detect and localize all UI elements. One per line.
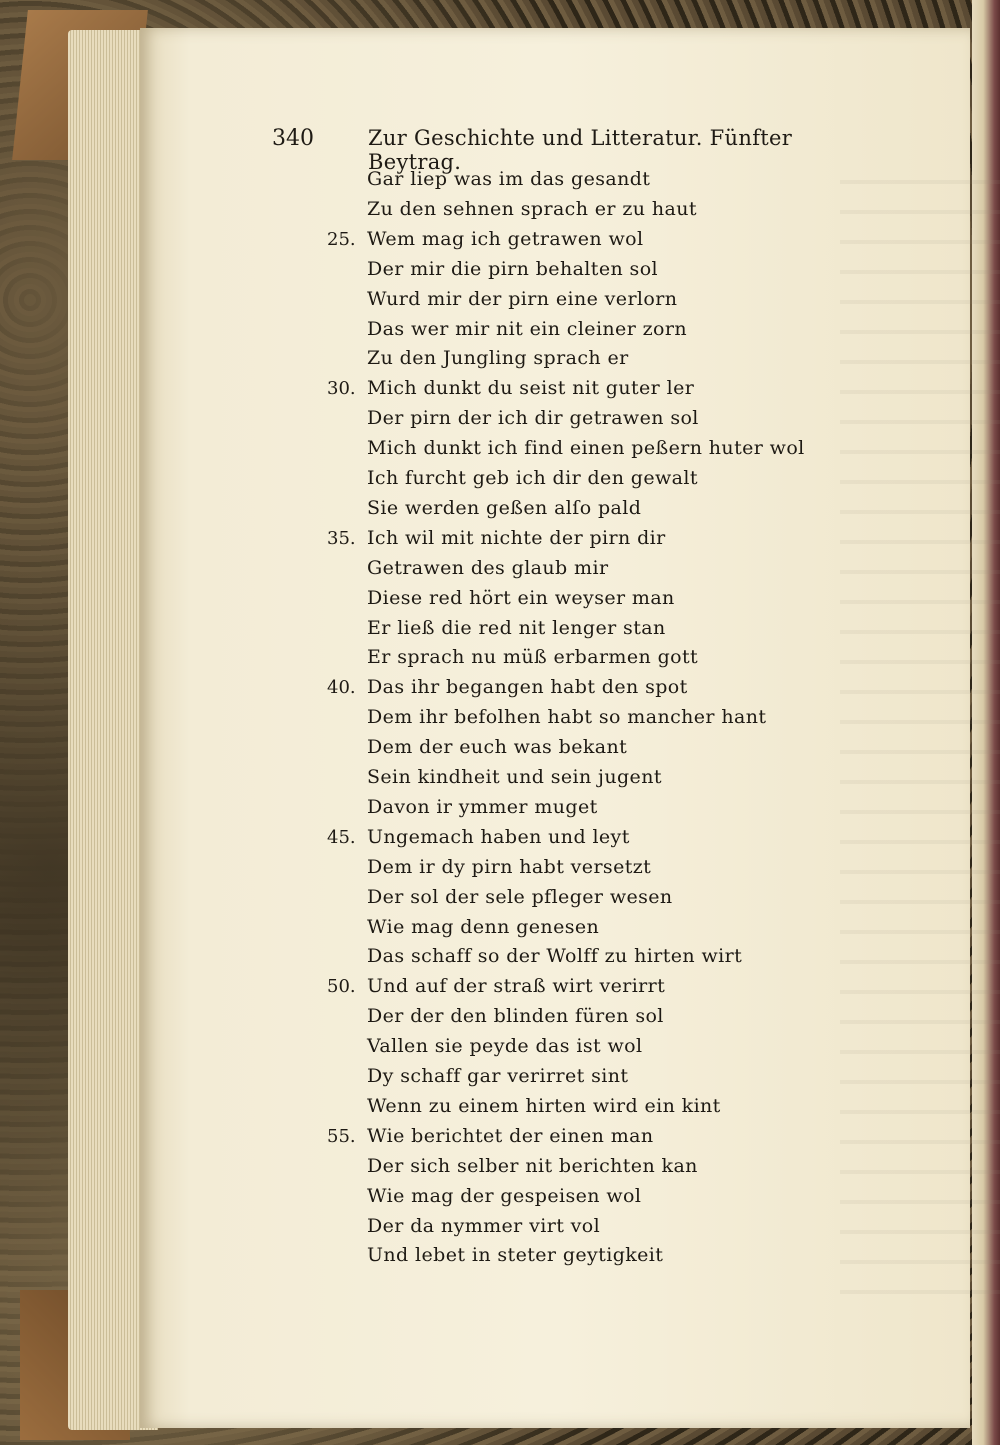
verse-line: Und lebet in steter geytigkeit (367, 1244, 664, 1266)
verse-line: Der sol der sele pfleger wesen (367, 886, 673, 908)
verse-line: Sie werden geßen alſo pald (367, 497, 642, 519)
verse-line: Der mir die pirn behalten sol (367, 258, 659, 280)
verse-line: Das schaff so der Wolff zu hirten wirt (367, 945, 743, 967)
verse-line: Dem der euch was bekant (367, 736, 628, 758)
verse-line: Das ihr begangen habt den spot (367, 676, 688, 698)
verse-line: Mich dunkt du seist nit guter ler (367, 377, 695, 399)
line-number: 40. (327, 677, 356, 698)
line-number: 50. (327, 976, 356, 997)
verse-line: Das wer mir nit ein cleiner zorn (367, 318, 687, 340)
verse-line: Der der den blinden füren sol (367, 1005, 664, 1027)
verse-line: Vallen sie peyde das ist wol (367, 1035, 643, 1057)
verse-line: Er ließ die red nit lenger stan (367, 617, 666, 639)
verse-line: Getrawen des glaub mir (367, 557, 609, 579)
verse-line: Davon ir ymmer muget (367, 796, 598, 818)
verse-line: Wem mag ich getrawen wol (367, 228, 644, 250)
verse-line: Zu den sehnen sprach er zu haut (367, 198, 697, 220)
verse-line: Sein kindheit und sein jugent (367, 766, 662, 788)
verse-line: Ich wil mit nichte der pirn dir (367, 527, 666, 549)
verse-line: Gar liep was im das gesandt (367, 168, 651, 190)
verse-line: Ungemach haben und leyt (367, 826, 630, 848)
verse-line: Diese red hört ein weyser man (367, 587, 675, 609)
verse-line: Der da nymmer virt vol (367, 1215, 601, 1237)
verse-line: Dem ihr befolhen habt so mancher hant (367, 706, 767, 728)
running-title: Zur Geschichte und Litteratur. Fünfter Beytrag. (368, 126, 793, 174)
verse-line: Dy schaff gar verirret sint (367, 1065, 629, 1087)
verse-line: Mich dunkt ich find einen peßern huter wol (367, 437, 805, 459)
page-number: 340 (272, 126, 314, 151)
line-number: 25. (327, 229, 356, 250)
line-number: 45. (327, 827, 356, 848)
line-number: 55. (327, 1126, 356, 1147)
verse-line: Der pirn der ich dir getrawen sol (367, 407, 699, 429)
verse-line: Ich furcht geb ich dir den gewalt (367, 467, 698, 489)
verse-line: Und auf der straß wirt verirrt (367, 975, 666, 997)
line-number: 30. (327, 378, 356, 399)
verse-line: Wie mag der gespeisen wol (367, 1185, 642, 1207)
facing-page-edge (972, 0, 1000, 1445)
verse-line: Wenn zu einem hirten wird ein kint (367, 1095, 721, 1117)
verse-line: Er sprach nu müß erbarmen gott (367, 646, 699, 668)
verse-line: Wie berichtet der einen man (367, 1125, 654, 1147)
verse-line: Wie mag denn genesen (367, 916, 600, 938)
verse-line: Zu den Jungling sprach er (367, 347, 629, 369)
verse-line: Der sich selber nit berichten kan (367, 1155, 698, 1177)
page-header (272, 126, 802, 174)
line-number: 35. (327, 528, 356, 549)
verse-line: Dem ir dy pirn habt versetzt (367, 856, 652, 878)
verse-line: Wurd mir der pirn eine verlorn (367, 288, 678, 310)
